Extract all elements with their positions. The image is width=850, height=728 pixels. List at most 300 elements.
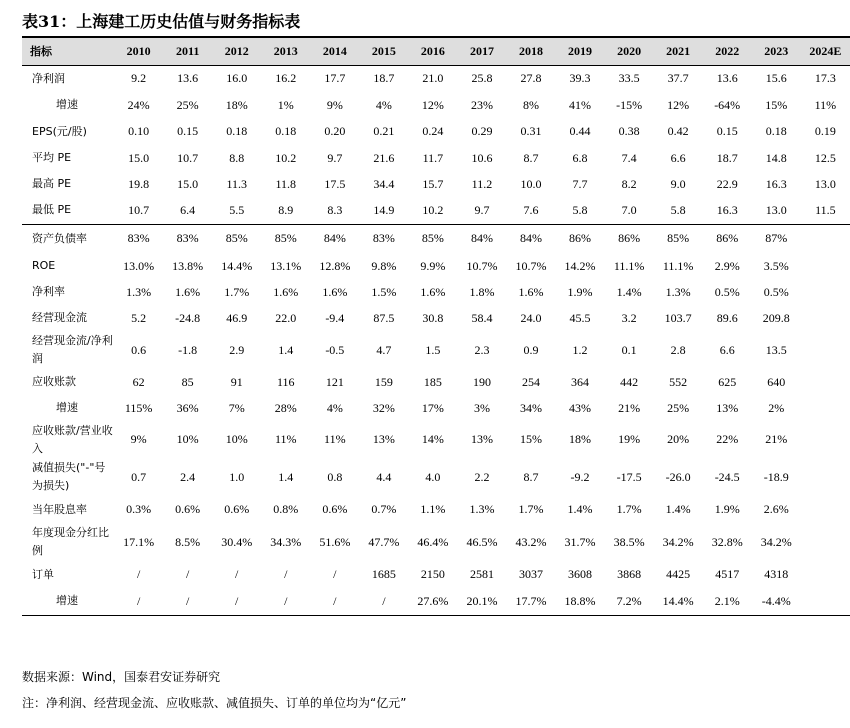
table-cell: 442 [620, 374, 639, 389]
table-cell: 25% [176, 97, 199, 112]
table-cell: 19% [618, 432, 641, 446]
table-cell: 83% [163, 224, 212, 253]
table-cell: 0.3% [126, 502, 152, 516]
header-year: 2018 [519, 43, 543, 58]
table-cell: 86% [605, 224, 654, 253]
table-cell: 10.6 [471, 150, 493, 165]
table-cell: 22% [716, 432, 739, 446]
table-cell: 8.7 [523, 150, 539, 165]
table-cell [801, 588, 850, 615]
table-cell: 10.7% [466, 258, 498, 273]
header-year: 2019 [568, 43, 593, 58]
table-cell: 0.29 [471, 124, 493, 138]
row-label: 平均 PE [32, 151, 72, 164]
table-cell: 1.3% [126, 284, 152, 299]
table-cell: 85% [212, 224, 261, 253]
table-cell: 2.9 [229, 342, 245, 357]
header-year: 2023 [764, 43, 789, 58]
table-row [22, 224, 850, 253]
table-cell: 7.7 [572, 176, 588, 191]
table-cell: 103.7 [664, 310, 692, 325]
table-cell: 12% [667, 97, 690, 112]
table-cell: 0.5% [763, 284, 789, 299]
table-cell: 1.3% [469, 502, 495, 516]
table-cell: 10% [176, 432, 199, 446]
table-cell: 46.5% [466, 534, 498, 549]
table-cell: 2.8 [670, 342, 686, 357]
table-cell: 25% [667, 400, 690, 415]
table-cell: 254 [522, 374, 540, 389]
table-cell: -15% [616, 97, 643, 112]
table-cell: 115% [124, 400, 153, 415]
table-cell: 33.5 [618, 71, 640, 86]
table-cell: 24.0 [520, 310, 542, 325]
header-label: 指标 [30, 45, 52, 59]
table-cell: 36% [176, 400, 199, 415]
row-label: EPS(元/股) [32, 124, 87, 138]
table-cell: 4.0 [425, 469, 441, 484]
table-cell: 4425 [666, 567, 691, 581]
table-cell: 13% [372, 432, 395, 446]
table-cell: 21% [765, 432, 788, 446]
row-label: 减值损失("-"号为损失) [32, 461, 106, 492]
table-cell: 58.4 [471, 310, 493, 325]
table-cell: 0.9 [523, 342, 539, 357]
row-label: 最高 PE [32, 177, 72, 190]
table-cell: 34.2% [662, 534, 694, 549]
table-cell: 15.0 [177, 176, 199, 191]
table-cell: 5.8 [670, 202, 686, 217]
table-cell [801, 279, 850, 305]
table-cell: 0.8 [327, 469, 343, 484]
table-cell: 0.10 [128, 124, 150, 138]
table-cell: 83% [114, 224, 163, 253]
table-cell: 552 [669, 374, 688, 389]
table-cell: 11.8 [275, 176, 297, 191]
table-cell: 7% [228, 400, 245, 415]
table-cell: 1.4 [278, 469, 294, 484]
table-cell: 3.5% [763, 258, 789, 273]
table-cell: 43.2% [515, 534, 547, 549]
table-cell: 0.7% [371, 502, 397, 516]
table-cell: 11.5 [815, 202, 836, 217]
table-cell: 16.3 [765, 176, 787, 191]
table-cell: 1.6% [518, 284, 544, 299]
table-cell: 18% [569, 432, 592, 446]
row-label: 年度现金分红比例 [32, 526, 109, 557]
table-cell: -9.4 [325, 310, 345, 325]
table-cell: 625 [718, 374, 737, 389]
table-cell: 185 [423, 374, 442, 389]
table-cell: 85% [408, 224, 457, 253]
table-cell: 640 [767, 374, 786, 389]
table-cell [801, 305, 850, 331]
table-cell: / [359, 588, 408, 615]
header-year: 2011 [176, 43, 200, 58]
table-cell: 0.24 [422, 124, 444, 138]
table-cell: 9.7 [474, 202, 490, 217]
table-cell: -64% [714, 97, 741, 112]
table-cell: 4.4 [376, 469, 392, 484]
table-cell: 2% [768, 400, 785, 415]
table-cell: 3868 [617, 567, 642, 581]
table-cell: 8.9 [278, 202, 294, 217]
table-cell: 0.42 [667, 124, 689, 138]
table-cell: 47.7% [368, 534, 400, 549]
data-source-note: 数据来源：Wind，国泰君安证券研究 [22, 670, 221, 684]
table-cell: 1.4% [616, 284, 642, 299]
row-label: ROE [32, 259, 56, 272]
table-cell: 18% [225, 97, 248, 112]
table-cell: 11.7 [422, 150, 444, 165]
table-cell: 1.6% [420, 284, 446, 299]
table-cell: 4318 [764, 567, 789, 581]
table-cell: 12.5 [814, 150, 836, 165]
table-cell: 9.0 [670, 176, 686, 191]
row-label: 净利率 [32, 285, 65, 298]
table-cell: 85% [261, 224, 310, 253]
table-cell: 8.5% [175, 534, 201, 549]
table-cell: 6.6 [719, 342, 735, 357]
table-cell: 84% [310, 224, 359, 253]
header-year: 2021 [666, 43, 691, 58]
table-cell: 4517 [715, 567, 740, 581]
table-cell: 7.0 [621, 202, 637, 217]
row-label: 最低 PE [32, 203, 72, 217]
table-cell: 41% [569, 97, 592, 112]
valuation-table [22, 36, 850, 616]
table-cell: 45.5 [569, 310, 591, 325]
table-cell: 21.6 [373, 150, 395, 165]
table-row [22, 92, 850, 118]
table-cell: 13.6 [177, 71, 199, 86]
table-cell: 87.5 [373, 310, 395, 325]
table-cell: 16.2 [275, 71, 297, 86]
table-cell: 0.6% [322, 502, 348, 516]
table-cell: 1.0 [229, 469, 245, 484]
table-cell: 3% [473, 400, 490, 415]
table-cell: 11.3 [226, 176, 247, 191]
table-cell: 37.7 [667, 71, 689, 86]
table-row [22, 145, 850, 171]
table-cell: 159 [374, 374, 393, 389]
table-cell: 13% [470, 432, 493, 446]
table-cell: -24.5 [714, 469, 740, 484]
table-cell: 2.6% [763, 502, 789, 516]
table-cell: 10.7% [515, 258, 547, 273]
table-cell: -26.0 [665, 469, 691, 484]
table-cell: 5.2 [131, 310, 147, 325]
table-cell: 9.2 [131, 71, 147, 86]
table-cell: 0.18 [226, 124, 248, 138]
table-cell: 13.8% [172, 258, 204, 273]
table-cell: 34.2% [760, 534, 792, 549]
table-cell: 13.5 [765, 342, 787, 357]
row-label: 经营现金流/净利润 [32, 334, 113, 365]
table-cell: 2.9% [714, 258, 740, 273]
table-cell: 1.9% [714, 502, 740, 516]
table-cell: 3037 [519, 567, 543, 581]
table-cell: 83% [359, 224, 408, 253]
table-cell: 22.9 [716, 176, 738, 191]
header-year: 2010 [126, 43, 151, 58]
table-cell: 0.15 [177, 124, 199, 138]
table-cell: 15.6 [765, 71, 787, 86]
table-cell: 22.0 [275, 310, 297, 325]
table-cell: 11.1% [662, 258, 694, 273]
table-cell: 4% [375, 97, 392, 112]
table-cell: 13.6 [716, 71, 738, 86]
table-cell: 9.7 [327, 150, 343, 165]
header-year: 2017 [469, 43, 494, 58]
table-cell: 1685 [371, 567, 396, 581]
table-cell: 8.3 [327, 202, 343, 217]
table-cell: 2.1% [703, 588, 752, 615]
table-cell: -4.4% [752, 588, 801, 615]
table-cell: 2150 [420, 567, 445, 581]
table-cell: / [235, 567, 239, 581]
table-cell [801, 395, 850, 421]
table-cell: / [186, 567, 190, 581]
table-cell [801, 331, 850, 369]
table-cell [801, 561, 850, 588]
header-year: 2020 [617, 43, 642, 58]
table-cell: 20.1% [457, 588, 506, 615]
table-cell: / [136, 567, 141, 581]
table-cell: 3.2 [621, 310, 637, 325]
table-cell: 0.5% [714, 284, 740, 299]
table-cell: / [114, 588, 163, 615]
table-cell: 38.5% [613, 534, 645, 549]
table-cell: 0.7 [131, 469, 147, 484]
table-cell: 0.20 [324, 124, 346, 138]
table-cell: / [333, 567, 337, 581]
table-cell: 18.8% [556, 588, 605, 615]
table-cell: 1.6% [322, 284, 348, 299]
table-cell: 7.4 [621, 150, 637, 165]
table-cell: 34.4 [373, 176, 395, 191]
table-cell: 86% [703, 224, 752, 253]
table-cell [801, 369, 850, 395]
table-cell: 9% [130, 432, 147, 446]
table-cell: 0.19 [814, 124, 836, 138]
table-cell: 6.4 [180, 202, 196, 217]
table-cell: 14.8 [765, 150, 787, 165]
table-cell: 11.1% [613, 258, 645, 273]
table-cell: 10.7 [128, 202, 150, 217]
table-cell: 17.7 [324, 71, 346, 86]
table-cell: 2.2 [474, 469, 490, 484]
table-cell: 34% [520, 400, 542, 415]
table-cell: 14.9 [373, 202, 395, 217]
table-cell: 1.4 [278, 342, 294, 357]
table-cell: 16.3 [716, 202, 738, 217]
table-cell: 13.0% [123, 258, 155, 273]
table-cell: 31.7% [564, 534, 596, 549]
row-label: 当年股息率 [32, 502, 87, 516]
table-cell: 1.7% [224, 284, 250, 299]
table-cell [801, 253, 850, 279]
table-cell: 10.2 [275, 150, 297, 165]
row-label: 资产负债率 [22, 224, 114, 253]
unit-note: 注：净利润、经营现金流、应收账款、减值损失、订单的单位均为“亿元” [22, 696, 407, 710]
table-cell: -18.9 [763, 469, 789, 484]
table-cell: 46.9 [226, 310, 248, 325]
row-label: 增速 [22, 588, 114, 615]
table-cell: 89.6 [716, 310, 738, 325]
table-cell: 46.4% [417, 534, 449, 549]
table-cell: -24.8 [175, 310, 201, 325]
header-year: 2024E [809, 43, 842, 58]
table-cell: 1% [277, 97, 294, 112]
table-cell: 7.2% [605, 588, 654, 615]
table-cell: 17.5 [324, 176, 346, 191]
table-cell: 10% [225, 432, 248, 446]
table-cell: 27.8 [520, 71, 542, 86]
table-cell: -1.8 [178, 342, 198, 357]
table-cell: 0.6% [175, 502, 201, 516]
table-cell: 1.6% [273, 284, 299, 299]
table-cell: / [310, 588, 359, 615]
table-cell [801, 421, 850, 458]
table-cell: 1.3% [665, 284, 691, 299]
table-cell: 14% [421, 432, 444, 446]
table-cell: 30.8 [422, 310, 444, 325]
table-cell: 364 [571, 374, 590, 389]
table-cell: 91 [230, 374, 243, 389]
table-cell: 0.6 [131, 342, 147, 357]
table-cell: 85 [181, 374, 194, 389]
table-cell: 0.31 [520, 124, 542, 138]
table-cell: 15.7 [422, 176, 444, 191]
table-cell: 2.4 [180, 469, 196, 484]
table-cell: 1.4% [567, 502, 593, 516]
table-cell: 84% [457, 224, 506, 253]
table-cell: 14.4% [221, 258, 253, 273]
table-cell: 0.38 [618, 124, 640, 138]
table-cell: 0.18 [765, 124, 787, 138]
table-cell: 17.3 [814, 71, 836, 86]
table-cell: 10.0 [520, 176, 542, 191]
table-cell: 9.9% [420, 258, 446, 273]
table-cell: 8.7 [523, 469, 539, 484]
table-cell: 11% [814, 97, 837, 112]
row-label: 经营现金流 [32, 311, 87, 324]
table-cell: -0.5 [325, 342, 345, 357]
table-cell [801, 523, 850, 561]
table-cell: 1.5% [371, 284, 397, 299]
table-cell: 17.7% [506, 588, 555, 615]
table-cell: 0.44 [569, 124, 591, 138]
table-cell: 84% [506, 224, 555, 253]
table-cell: 7.6 [523, 202, 539, 217]
table-cell: 43% [569, 400, 592, 415]
table-row [22, 421, 850, 458]
table-cell: 3608 [568, 567, 593, 581]
row-label: 增速 [56, 98, 78, 111]
table-row [22, 523, 850, 561]
table-cell: 1.2 [572, 342, 588, 357]
table-cell: 5.8 [572, 202, 588, 217]
table-row [22, 369, 850, 395]
row-label: 净利润 [32, 71, 65, 85]
table-cell: 13.0 [814, 176, 836, 191]
table-cell: 2581 [469, 567, 494, 581]
table-cell: 12% [421, 97, 444, 112]
table-cell: 18.7 [373, 71, 395, 86]
table-cell: 0.8% [273, 502, 299, 516]
table-row [22, 197, 850, 224]
table-cell: 5.5 [229, 202, 245, 217]
header-year: 2022 [715, 43, 740, 58]
table-cell: 4.7 [376, 342, 392, 357]
table-cell: 0.21 [373, 124, 395, 138]
table-cell: 21.0 [422, 71, 444, 86]
table-row [22, 253, 850, 279]
table-cell: 23% [470, 97, 493, 112]
table-cell: 8.8 [229, 150, 245, 165]
table-cell: 1.7% [616, 502, 642, 516]
valuation-table-container [22, 36, 850, 616]
table-cell: 24% [127, 97, 150, 112]
table-cell: 13.1% [270, 258, 302, 273]
table-row [22, 395, 850, 421]
table-cell: 1.7% [518, 502, 544, 516]
table-cell: 21% [618, 400, 641, 415]
table-cell: 13.0 [765, 202, 787, 217]
table-cell: 13% [716, 400, 739, 415]
table-row [22, 65, 850, 92]
table-row [22, 279, 850, 305]
table-cell: 27.6% [408, 588, 457, 615]
table-cell: 10.2 [422, 202, 444, 217]
row-label: 应收账款 [32, 375, 76, 388]
table-cell: 11% [324, 432, 346, 446]
table-cell: 10.7 [177, 150, 199, 165]
table-cell: 6.6 [670, 150, 686, 165]
table-cell: 62 [132, 374, 145, 389]
table-cell: 15% [765, 97, 788, 112]
table-cell: 51.6% [319, 534, 351, 549]
table-cell: 8.2 [621, 176, 637, 191]
table-cell: 116 [276, 374, 295, 389]
table-cell: 18.7 [716, 150, 738, 165]
table-cell: 0.15 [716, 124, 738, 138]
table-cell: / [284, 567, 288, 581]
table-cell: 1.9% [567, 284, 593, 299]
row-label: 订单 [32, 567, 54, 581]
table-cell: 4% [326, 400, 343, 415]
table-cell: 19.8 [128, 176, 150, 191]
header-year: 2014 [322, 43, 347, 58]
table-cell: 209.8 [762, 310, 790, 325]
table-cell: / [261, 588, 310, 615]
table-cell: 11% [274, 432, 297, 446]
table-cell: -9.2 [570, 469, 590, 484]
table-cell: 14.2% [564, 258, 596, 273]
table-cell [801, 224, 850, 253]
table-title: 表31：上海建工历史估值与财务指标表 [22, 12, 301, 31]
table-cell: 1.5 [425, 342, 441, 357]
table-cell: 15% [520, 432, 542, 446]
table-cell: 190 [472, 374, 491, 389]
table-cell: 1.1% [420, 502, 446, 516]
table-cell: 17% [421, 400, 444, 415]
table-cell: 1.4% [665, 502, 691, 516]
table-cell: 8% [523, 97, 539, 112]
table-cell: 87% [752, 224, 801, 253]
table-cell: 25.8 [471, 71, 493, 86]
